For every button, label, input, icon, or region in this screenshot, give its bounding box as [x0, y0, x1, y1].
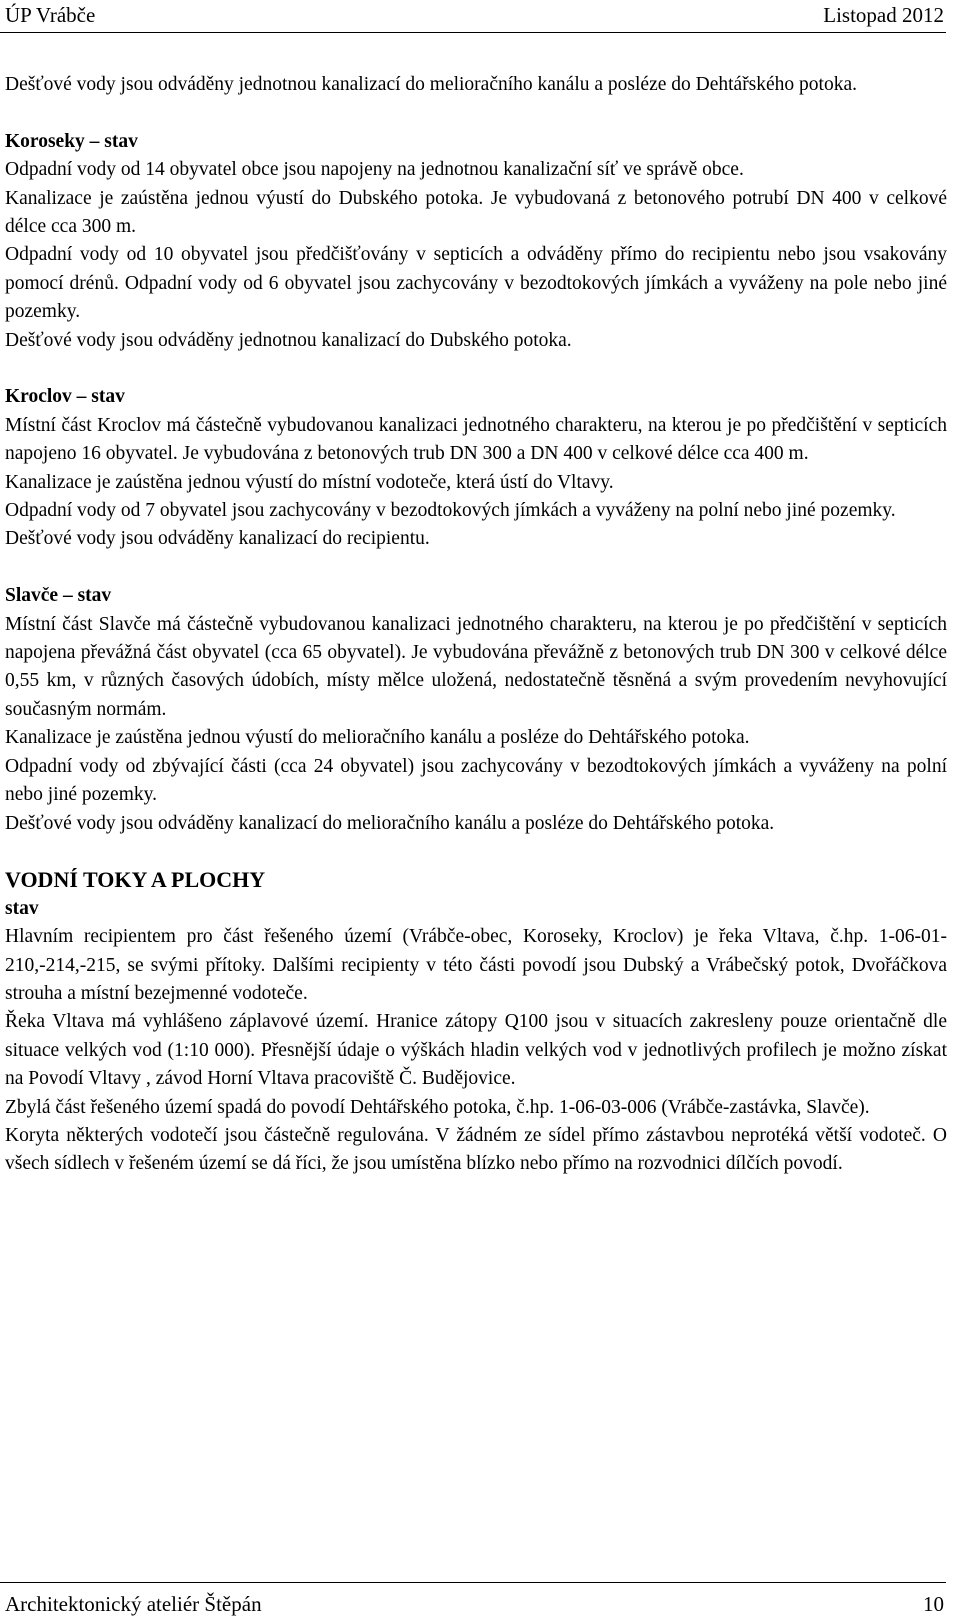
paragraph: Dešťové vody jsou odváděny kanalizací do recipientu.	[5, 528, 430, 550]
header-document-title: ÚP Vrábče	[5, 3, 96, 27]
page-footer	[0, 1582, 946, 1621]
paragraph: Odpadní vody od zbývající části (cca 24 obyvatel) jsou zachycovány v bezodtokových jímkách a vyváženy na polní nebo jiné pozemky.	[5, 755, 947, 806]
paragraph: Koryta některých vodotečí jsou částečně regulována. V žádném ze sídel přímo zástavbou neprotéká větší vodoteč. O všech sídlech v řešeném území se dá říci, že jsou umístěna blízko nebo přímo na rozvodnici dílčích povodí.	[5, 1124, 947, 1175]
page-header	[0, 0, 946, 33]
document-body	[5, 71, 947, 1207]
paragraph: Kanalizace je zaústěna jednou výustí do Dubského potoka. Je vybudovaná z betonového potrubí DN 400 v celkové délce cca 300 m.	[5, 187, 947, 238]
footer-author: Architektonický ateliér Štěpán	[5, 1592, 262, 1616]
paragraph: Kanalizace je zaústěna jednou výustí do melioračního kanálu a posléze do Dehtářského potoka.	[5, 727, 750, 749]
paragraph: Kanalizace je zaústěna jednou výustí do místní vodoteče, která ústí do Vltavy.	[5, 471, 614, 493]
section-heading: Koroseky – stav	[5, 130, 138, 152]
paragraph: Dešťové vody jsou odváděny kanalizací do melioračního kanálu a posléze do Dehtářského potoka.	[5, 812, 775, 834]
paragraph: Místní část Slavče má částečně vybudovanou kanalizaci jednotného charakteru, na kterou je po předčištění v septicích napojena převážná část obyvatel (cca 65 obyvatel). Je vybudována převážně z betonových trub DN 300 v celkové délce 0,55 km, v různých časových údobích, místy mělce uložená, nedostatečně těsněná a svým provedením nevyhovující současným normám.	[5, 613, 947, 720]
section-vodni-toky	[5, 866, 947, 1178]
paragraph: Zbylá část řešeného území spadá do povodí Dehtářského potoka, č.hp. 1-06-03-006 (Vrábče-zastávka, Slavče).	[5, 1096, 870, 1118]
paragraph: Odpadní vody od 10 obyvatel jsou předčišťovány v septicích a odváděny přímo do recipientu nebo jsou vsakovány pomocí drénů. Odpadní vody od 6 obyvatel jsou zachycovány v bezodtokových jímkách a vyváženy na pole nebo jiné pozemky.	[5, 244, 947, 323]
section-heading: Slavče – stav	[5, 585, 112, 607]
section-kroclov	[5, 383, 947, 553]
paragraph: Řeka Vltava má vyhlášeno záplavové území. Hranice zátopy Q100 jsou v situacích zakresleny pouze orientačně dle situace velkých vod (1:10 000). Přesnější údaje o výškách hladin velkých vod v jednotlivých profilech je možno získat na Povodí Vltavy , závod Horní Vltava pracoviště Č. Budějovice.	[5, 1011, 947, 1090]
page-number: 10	[923, 1592, 944, 1616]
section-slavce	[5, 582, 947, 838]
section-koroseky	[5, 128, 947, 355]
section-subheading: stav	[5, 897, 39, 919]
header-date: Listopad 2012	[823, 3, 944, 27]
paragraph: Hlavním recipientem pro část řešeného území (Vrábče-obec, Koroseky, Kroclov) je řeka Vltava, č.hp. 1-06-01-210,-214,-215, se svými přítoky. Dalšími recipienty v této části povodí jsou Dubský a Vrábečský potok, Dvořáčkova strouha a místní bezejmenné vodoteče.	[5, 926, 947, 1004]
paragraph: Dešťové vody jsou odváděny jednotnou kanalizací do melioračního kanálu a posléze do Dehtářského potoka.	[5, 74, 858, 95]
paragraph: Odpadní vody od 14 obyvatel obce jsou napojeny na jednotnou kanalizační síť ve správě obce.	[5, 159, 744, 181]
paragraph: Odpadní vody od 7 obyvatel jsou zachycovány v bezodtokových jímkách a vyváženy na polní nebo jiné pozemky.	[5, 500, 896, 522]
paragraph: Dešťové vody jsou odváděny jednotnou kanalizací do Dubského potoka.	[5, 329, 572, 351]
section-intro	[5, 71, 947, 99]
paragraph: Místní část Kroclov má částečně vybudovanou kanalizaci jednotného charakteru, na kterou je po předčištění v septicích napojeno 16 obyvatel. Je vybudována z betonových trub DN 300 a DN 400 v celkové délce cca 400 m.	[5, 414, 947, 465]
chapter-heading: VODNÍ TOKY A PLOCHY	[5, 867, 266, 893]
section-heading: Kroclov – stav	[5, 386, 125, 408]
